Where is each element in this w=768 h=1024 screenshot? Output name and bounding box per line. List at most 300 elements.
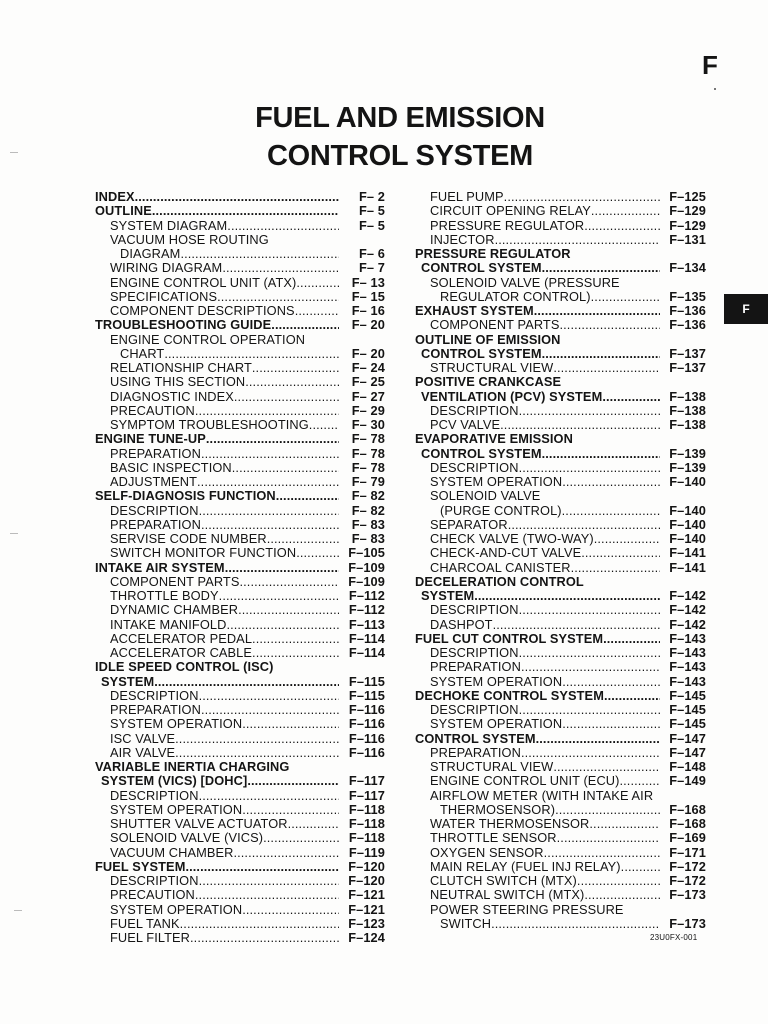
toc-entry[interactable]: [415, 404, 706, 418]
toc-entry[interactable]: [95, 561, 385, 575]
dot-leader: [508, 518, 660, 532]
toc-entry[interactable]: [415, 746, 706, 760]
toc-entry-title: DESCRIPTION: [430, 403, 519, 418]
dot-leader: [201, 703, 339, 717]
dot-leader: [227, 219, 339, 233]
toc-entry-page: F–116: [348, 717, 385, 732]
toc-entry-title: SYMPTOM TROUBLESHOOTING: [110, 418, 309, 432]
toc-entry[interactable]: [415, 546, 706, 560]
toc-entry-title: CHART: [120, 346, 165, 361]
toc-entry[interactable]: [95, 817, 385, 831]
toc-entry-page: F–112: [348, 589, 385, 603]
toc-entry-title: DIAGNOSTIC INDEX: [110, 389, 234, 404]
toc-entry[interactable]: [95, 689, 385, 703]
toc-entry[interactable]: [415, 831, 706, 845]
toc-entry-title: VENTILATION (PCV) SYSTEM: [421, 389, 603, 404]
page-mark: [714, 88, 716, 90]
dot-leader: [591, 290, 660, 304]
toc-entry-title: WIRING DIAGRAM: [110, 261, 223, 276]
toc-entry[interactable]: [415, 290, 706, 304]
toc-entry[interactable]: [95, 518, 385, 532]
toc-entry[interactable]: [415, 418, 706, 432]
toc-entry[interactable]: [95, 404, 385, 418]
toc-entry[interactable]: [415, 318, 706, 332]
page-title-line2: CONTROL SYSTEM: [267, 140, 533, 172]
toc-entry-page: F–172: [669, 859, 706, 874]
toc-entry[interactable]: [95, 803, 385, 817]
dot-leader: [519, 461, 660, 475]
dot-leader: [542, 347, 660, 361]
toc-entry[interactable]: [415, 575, 706, 589]
toc-entry-title: MAIN RELAY (FUEL INJ RELAY): [430, 859, 621, 874]
toc-entry[interactable]: [95, 219, 385, 233]
toc-entry[interactable]: [95, 318, 385, 332]
dot-leader: [594, 532, 660, 546]
dot-leader: [495, 233, 660, 247]
toc-entry-page: F–171: [669, 845, 706, 860]
toc-entry-title: DESCRIPTION: [430, 646, 519, 660]
toc-entry-title: TROUBLESHOOTING GUIDE: [95, 318, 272, 333]
toc-entry-page: F–118: [348, 802, 385, 817]
toc-entry[interactable]: [415, 717, 706, 731]
dot-leader: [175, 746, 339, 760]
dot-leader: [584, 219, 660, 233]
toc-entry-page: F–137: [669, 361, 706, 375]
toc-entry[interactable]: [95, 475, 385, 489]
toc-entry-title: DASHPOT: [430, 617, 493, 632]
toc-entry[interactable]: [415, 803, 706, 817]
toc-entry[interactable]: [415, 247, 706, 261]
dot-leader: [474, 589, 660, 603]
dot-leader: [557, 831, 660, 845]
toc-entry[interactable]: [95, 618, 385, 632]
toc-entry[interactable]: [95, 546, 385, 560]
toc-entry-page: F–118: [348, 817, 385, 831]
toc-entry[interactable]: [95, 261, 385, 275]
dot-leader: [555, 803, 660, 817]
toc-entry-page: F–140: [669, 532, 706, 546]
toc-entry-page: F–116: [348, 731, 385, 746]
toc-entry-page: F–117: [348, 774, 385, 789]
dot-leader: [201, 447, 339, 461]
toc-entry-title: SERVISE CODE NUMBER: [110, 532, 267, 546]
dot-leader: [201, 518, 339, 532]
toc-entry[interactable]: [95, 732, 385, 746]
toc-entry-page: F– 25: [351, 375, 385, 390]
toc-entry-page: F–173: [669, 916, 706, 931]
toc-entry[interactable]: [415, 447, 706, 461]
toc-entry-title: PREPARATION: [430, 660, 521, 675]
toc-entry[interactable]: [95, 646, 385, 660]
toc-entry-title: SYSTEM: [101, 674, 155, 689]
toc-entry-page: F–139: [669, 460, 706, 475]
dot-leader: [288, 817, 339, 831]
toc-entry-page: F– 27: [351, 389, 385, 404]
toc-entry[interactable]: [415, 589, 706, 603]
toc-entry-title: ENGINE CONTROL OPERATION: [110, 332, 306, 347]
dot-leader: [199, 504, 339, 518]
toc-entry-title: REGULATOR CONTROL): [440, 289, 591, 304]
toc-entry[interactable]: [415, 732, 706, 746]
dot-leader: [267, 532, 339, 546]
toc-entry-title: RELATIONSHIP CHART: [110, 361, 252, 375]
toc-entry-page: F–119: [348, 845, 385, 860]
toc-entry-page: F–120: [348, 859, 385, 874]
toc-entry[interactable]: [95, 632, 385, 646]
toc-entry-page: F–118: [348, 831, 385, 846]
toc-entry-title: FUEL FILTER: [110, 931, 191, 945]
toc-entry-page: F–120: [348, 874, 385, 888]
toc-entry[interactable]: [95, 418, 385, 432]
dot-leader: [185, 860, 339, 874]
dot-leader: [252, 632, 339, 646]
toc-entry-title: NEUTRAL SWITCH (MTX): [430, 888, 585, 903]
toc-entry[interactable]: [95, 717, 385, 731]
toc-entry-title: SYSTEM OPERATION: [110, 802, 243, 817]
dot-leader: [195, 888, 339, 902]
toc-entry-title: POWER STEERING PRESSURE: [430, 902, 624, 917]
toc-entry-page: F–115: [348, 688, 385, 703]
toc-entry[interactable]: [415, 361, 706, 375]
dot-leader: [199, 874, 339, 888]
toc-entry-page: F– 7: [358, 261, 385, 276]
toc-entry-title: INTAKE MANIFOLD: [110, 617, 227, 632]
toc-entry[interactable]: [95, 461, 385, 475]
dot-leader: [263, 831, 339, 845]
dot-leader: [604, 689, 660, 703]
toc-entry-page: F–136: [669, 304, 706, 318]
toc-entry[interactable]: [95, 746, 385, 760]
toc-entry-title: SHUTTER VALVE ACTUATOR: [110, 817, 288, 831]
toc-entry[interactable]: [415, 489, 706, 503]
toc-entry-page: F–112: [348, 603, 385, 618]
toc-entry-page: F–105: [348, 546, 385, 561]
dot-leader: [234, 390, 339, 404]
toc-entry-page: F– 78: [351, 446, 385, 461]
toc-entry-title: AIRFLOW METER (WITH INTAKE AIR: [430, 788, 654, 803]
toc-entry[interactable]: [415, 432, 706, 446]
toc-entry-page: F– 83: [351, 517, 385, 532]
toc-entry[interactable]: [415, 760, 706, 774]
toc-entry-title: SWITCH MONITOR FUNCTION: [110, 546, 297, 561]
toc-entry-title: CONTROL SYSTEM: [421, 446, 542, 461]
toc-entry[interactable]: [95, 846, 385, 860]
toc-entry[interactable]: [415, 233, 706, 247]
toc-entry[interactable]: [95, 931, 385, 945]
dot-leader: [219, 589, 339, 603]
toc-entry[interactable]: [415, 461, 706, 475]
toc-entry-page: F–124: [348, 931, 385, 945]
dot-leader: [553, 361, 660, 375]
dot-leader: [309, 418, 339, 432]
toc-entry[interactable]: [415, 219, 706, 233]
toc-entry[interactable]: [415, 390, 706, 404]
toc-entry-title: ADJUSTMENT: [110, 475, 198, 489]
toc-entry[interactable]: [415, 333, 706, 347]
toc-entry-title: SYSTEM OPERATION: [430, 674, 563, 689]
toc-entry[interactable]: [415, 660, 706, 674]
toc-entry-page: F–145: [669, 688, 706, 703]
toc-entry-title: INDEX: [95, 190, 135, 204]
toc-entry-page: F–149: [669, 774, 706, 789]
toc-entry-title: BASIC INSPECTION: [110, 460, 232, 475]
toc-entry[interactable]: [415, 204, 706, 218]
toc-entry[interactable]: [415, 860, 706, 874]
toc-entry[interactable]: [95, 660, 385, 674]
toc-entry-title: FUEL CUT CONTROL SYSTEM: [415, 631, 604, 646]
toc-entry-title: FUEL PUMP: [430, 190, 504, 204]
toc-entry[interactable]: [95, 304, 385, 318]
toc-entry-title: DESCRIPTION: [430, 603, 519, 618]
toc-entry-page: F–139: [669, 446, 706, 461]
toc-entry[interactable]: [95, 532, 385, 546]
toc-entry-title: SEPARATOR: [430, 517, 508, 532]
dot-leader: [584, 888, 660, 902]
toc-entry-title: PRECAUTION: [110, 403, 195, 418]
toc-column-right: [415, 190, 706, 931]
toc-entry[interactable]: [95, 760, 385, 774]
dot-leader: [562, 504, 660, 518]
dot-leader: [240, 575, 340, 589]
dot-leader: [534, 304, 660, 318]
toc-entry[interactable]: [95, 432, 385, 446]
dot-leader: [571, 561, 660, 575]
toc-entry[interactable]: [95, 204, 385, 218]
toc-entry[interactable]: [415, 190, 706, 204]
dot-leader: [542, 261, 660, 275]
toc-entry-title: PRECAUTION: [110, 888, 195, 903]
dot-leader: [603, 632, 660, 646]
dot-leader: [295, 304, 339, 318]
toc-entry-title: EVAPORATIVE EMISSION: [415, 432, 573, 447]
toc-entry-page: F–143: [669, 631, 706, 646]
dot-leader: [536, 732, 660, 746]
toc-entry-page: F–148: [669, 760, 706, 774]
toc-entry[interactable]: [95, 603, 385, 617]
toc-entry-page: F–138: [669, 403, 706, 418]
toc-entry-page: F–137: [669, 346, 706, 361]
dot-leader: [238, 603, 339, 617]
toc-entry-page: F–143: [669, 646, 706, 660]
toc-entry-title: SWITCH: [440, 916, 492, 931]
toc-entry[interactable]: [415, 646, 706, 660]
dot-leader: [620, 774, 661, 788]
toc-entry[interactable]: [95, 290, 385, 304]
toc-entry-title: CONTROL SYSTEM: [421, 261, 542, 276]
toc-entry-page: F– 5: [358, 204, 385, 219]
toc-entry-page: F–138: [669, 418, 706, 432]
dot-leader: [560, 318, 661, 332]
dot-leader: [180, 917, 339, 931]
toc-entry[interactable]: [95, 276, 385, 290]
toc-entry-page: F–117: [348, 788, 385, 803]
toc-entry[interactable]: [95, 575, 385, 589]
toc-entry-page: F–138: [669, 389, 706, 404]
toc-entry-title: DYNAMIC CHAMBER: [110, 603, 239, 618]
toc-entry-page: F–121: [348, 888, 385, 903]
toc-column-left: [95, 190, 385, 945]
dot-leader: [197, 475, 339, 489]
toc-entry[interactable]: [95, 860, 385, 874]
dot-leader: [195, 404, 339, 418]
toc-entry[interactable]: [415, 261, 706, 275]
toc-entry-title: STRUCTURAL VIEW: [430, 361, 554, 375]
scan-speck: [14, 910, 22, 911]
toc-entry[interactable]: [415, 689, 706, 703]
toc-entry-page: F– 82: [351, 503, 385, 518]
toc-entry[interactable]: [95, 774, 385, 788]
toc-entry[interactable]: [415, 475, 706, 489]
dot-leader: [233, 846, 339, 860]
toc-entry[interactable]: [95, 247, 385, 261]
dot-leader: [242, 803, 339, 817]
toc-entry-page: F– 78: [351, 432, 385, 447]
toc-entry[interactable]: [415, 304, 706, 318]
toc-entry[interactable]: [95, 589, 385, 603]
toc-entry[interactable]: [415, 675, 706, 689]
toc-entry-title: SPECIFICATIONS: [110, 289, 218, 304]
toc-entry-title: CHECK-AND-CUT VALVE: [430, 546, 582, 561]
toc-entry[interactable]: [415, 874, 706, 888]
toc-entry[interactable]: [95, 789, 385, 803]
toc-entry[interactable]: [415, 846, 706, 860]
toc-entry-title: DESCRIPTION: [110, 503, 199, 518]
toc-entry-page: F– 29: [351, 403, 385, 418]
toc-entry-page: F– 15: [351, 289, 385, 304]
dot-leader: [225, 561, 339, 575]
toc-entry[interactable]: [95, 190, 385, 204]
toc-entry-page: F–136: [669, 318, 706, 333]
toc-entry[interactable]: [415, 618, 706, 632]
toc-entry-page: F–129: [669, 204, 706, 219]
toc-entry-title: AIR VALVE: [110, 745, 176, 760]
dot-leader: [542, 447, 660, 461]
toc-entry[interactable]: [95, 233, 385, 247]
toc-entry-title: DECHOKE CONTROL SYSTEM: [415, 688, 604, 703]
toc-entry[interactable]: [415, 632, 706, 646]
dot-leader: [242, 717, 339, 731]
toc-entry[interactable]: [415, 703, 706, 717]
toc-entry[interactable]: [415, 817, 706, 831]
toc-entry[interactable]: [415, 774, 706, 788]
toc-entry-page: F–125: [669, 190, 706, 204]
toc-entry-title: ACCELERATOR PEDAL: [110, 631, 253, 646]
toc-entry[interactable]: [415, 375, 706, 389]
toc-entry-page: F–147: [669, 731, 706, 746]
toc-entry-title: FUEL SYSTEM: [95, 859, 186, 874]
page-title-line1: FUEL AND EMISSION: [255, 102, 545, 134]
toc-entry-title: FUEL TANK: [110, 916, 180, 931]
toc-entry-title: ISC VALVE: [110, 731, 176, 746]
toc-entry[interactable]: [95, 504, 385, 518]
dot-leader: [500, 418, 660, 432]
toc-entry[interactable]: [415, 789, 706, 803]
dot-leader: [271, 318, 339, 332]
toc-entry[interactable]: [415, 276, 706, 290]
toc-entry[interactable]: [415, 903, 706, 917]
toc-entry-title: SELF-DIAGNOSIS FUNCTION: [95, 489, 276, 504]
toc-entry-title: SYSTEM: [421, 589, 475, 603]
dot-leader: [519, 646, 660, 660]
toc-entry-title: SOLENOID VALVE (PRESSURE: [430, 275, 620, 290]
toc-entry-page: F–116: [348, 703, 385, 717]
toc-entry-page: F– 2: [358, 190, 385, 204]
toc-entry-title: OXYGEN SENSOR: [430, 845, 544, 860]
dot-leader: [519, 603, 660, 617]
toc-entry-page: F– 82: [351, 489, 385, 504]
toc-entry-page: F–168: [669, 802, 706, 817]
toc-entry[interactable]: [95, 874, 385, 888]
toc-entry-title: PCV VALVE: [430, 418, 501, 432]
toc-entry-title: COMPONENT PARTS: [110, 574, 240, 589]
dot-leader: [154, 675, 339, 689]
toc-entry[interactable]: [415, 561, 706, 575]
dot-leader: [226, 618, 339, 632]
dot-leader: [577, 874, 660, 888]
toc-entry[interactable]: [95, 917, 385, 931]
toc-entry-page: F–123: [348, 916, 385, 931]
toc-entry[interactable]: [415, 504, 706, 518]
toc-entry-page: F–114: [348, 646, 385, 660]
toc-entry[interactable]: [95, 489, 385, 503]
dot-leader: [199, 689, 339, 703]
toc-entry[interactable]: [95, 888, 385, 902]
toc-entry-page: F–140: [669, 475, 706, 489]
toc-entry-page: F–135: [669, 289, 706, 304]
toc-entry-title: OUTLINE: [95, 204, 152, 219]
toc-entry[interactable]: [95, 347, 385, 361]
toc-entry-page: F–114: [348, 631, 385, 646]
toc-entry[interactable]: [95, 390, 385, 404]
dot-leader: [152, 204, 339, 218]
toc-entry-title: DESCRIPTION: [110, 788, 199, 803]
toc-entry[interactable]: [95, 361, 385, 375]
toc-entry[interactable]: [95, 831, 385, 845]
toc-entry[interactable]: [95, 903, 385, 917]
toc-entry[interactable]: [95, 675, 385, 689]
dot-leader: [504, 190, 660, 204]
toc-entry-title: ENGINE CONTROL UNIT (ECU): [430, 774, 620, 789]
dot-leader: [562, 675, 660, 689]
toc-entry-page: F–109: [348, 574, 385, 589]
dot-leader: [217, 290, 339, 304]
toc-entry-title: CHECK VALVE (TWO-WAY): [430, 532, 594, 546]
toc-entry-title: ENGINE TUNE-UP: [95, 432, 206, 447]
toc-entry[interactable]: [95, 333, 385, 347]
dot-leader: [296, 546, 339, 560]
toc-entry-page: F– 5: [358, 218, 385, 233]
dot-leader: [562, 717, 660, 731]
dot-leader: [553, 760, 660, 774]
dot-leader: [581, 546, 660, 560]
toc-entry[interactable]: [415, 603, 706, 617]
toc-entry-title: SYSTEM OPERATION: [110, 717, 243, 732]
toc-entry[interactable]: [95, 703, 385, 717]
toc-entry-page: F–131: [669, 232, 706, 247]
toc-entry[interactable]: [415, 518, 706, 532]
dot-leader: [491, 917, 660, 931]
toc-entry-page: F–113: [348, 617, 385, 632]
toc-entry-title: CHARCOAL CANISTER: [430, 560, 571, 575]
toc-entry[interactable]: [415, 347, 706, 361]
toc-entry[interactable]: [415, 917, 706, 931]
toc-entry[interactable]: [415, 888, 706, 902]
toc-entry[interactable]: [95, 375, 385, 389]
toc-entry-title: COMPONENT PARTS: [430, 318, 560, 333]
toc-entry[interactable]: [415, 532, 706, 546]
toc-entry-title: CONTROL SYSTEM: [415, 731, 536, 746]
toc-entry[interactable]: [95, 447, 385, 461]
